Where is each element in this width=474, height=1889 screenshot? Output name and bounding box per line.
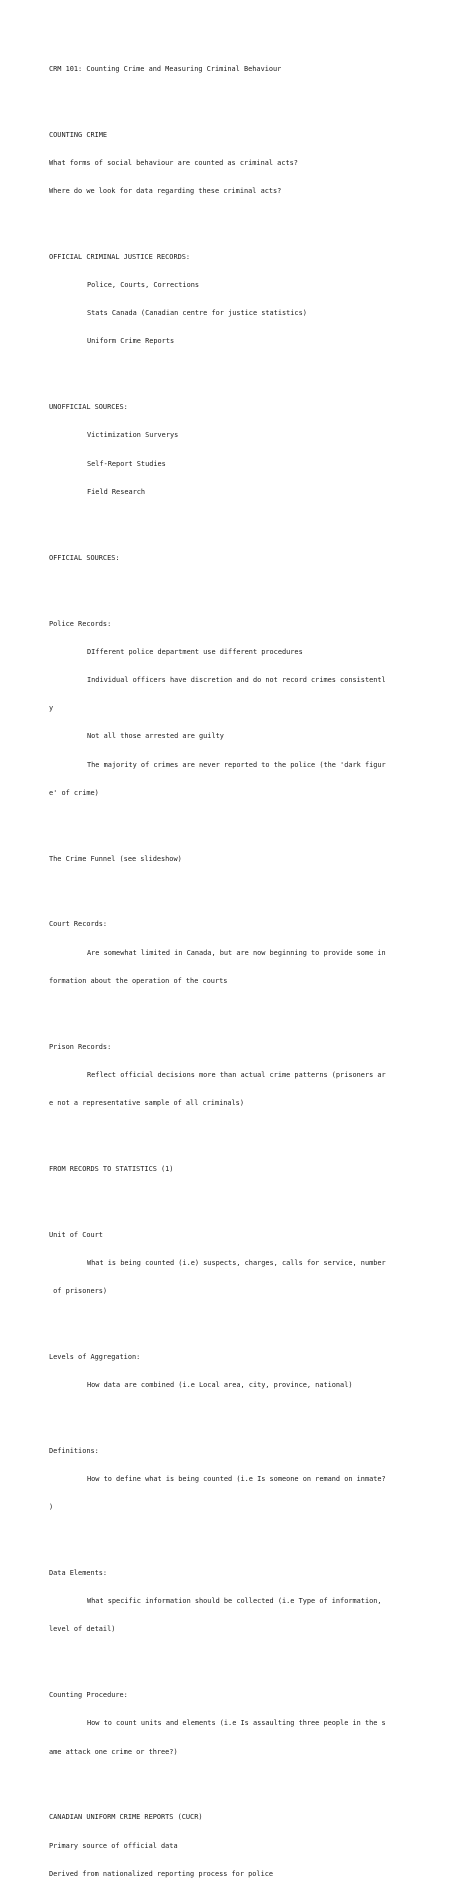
text-line-wrap: level of detail)	[49, 1625, 116, 1634]
spacer	[49, 516, 449, 525]
text-line-wrap: y	[49, 704, 54, 713]
text-line-wrap: e not a representative sample of all criminals)	[49, 1098, 244, 1107]
spacer	[49, 1409, 449, 1418]
list-item: Victimization Surverys	[87, 431, 179, 440]
text-line: What is being counted (i.e) suspects, charges, calls for service, number	[87, 1258, 386, 1267]
list-item: Police, Courts, Corrections	[87, 281, 200, 290]
subheading-definitions: Definitions:	[49, 1446, 99, 1455]
section-heading-unofficial-sources: UNOFFICIAL SOURCES:	[49, 403, 128, 412]
text-line: The majority of crimes are never reported to the police (the 'dark figur	[87, 760, 386, 769]
spacer	[49, 1531, 449, 1540]
spacer	[49, 817, 449, 826]
text-line: What specific information should be collected (i.e Type of information,	[87, 1597, 382, 1606]
list-item: Field Research	[87, 487, 146, 496]
spacer	[49, 1315, 449, 1324]
text-line: Not all those arrested are guilty	[87, 732, 224, 741]
document-title: CRM 101: Counting Crime and Measuring Criminal Behaviour	[49, 64, 282, 73]
spacer	[49, 1776, 449, 1785]
section-heading-counting-crime: COUNTING CRIME	[49, 130, 108, 139]
spacer	[49, 883, 449, 892]
list-item: Stats Canada (Canadian centre for justice statistics)	[87, 309, 307, 318]
document-page	[49, 46, 449, 1889]
text-line: How data are combined (i.e Local area, city, province, national)	[87, 1381, 353, 1390]
subheading-court-records: Court Records:	[49, 920, 108, 929]
crime-funnel-note: The Crime Funnel (see slideshow)	[49, 854, 182, 863]
text-line-wrap: ame attack one crime or three?)	[49, 1747, 178, 1756]
text-line: Derived from nationalized reporting process for police	[49, 1869, 274, 1878]
subheading-unit-of-court: Unit of Court	[49, 1230, 103, 1239]
spacer	[49, 93, 449, 102]
text-line-wrap: e' of crime)	[49, 788, 99, 797]
text-line: What forms of social behaviour are counted as criminal acts?	[49, 158, 298, 167]
section-heading-cucr: CANADIAN UNIFORM CRIME REPORTS (CUCR)	[49, 1813, 203, 1822]
spacer	[49, 1127, 449, 1136]
spacer	[49, 366, 449, 375]
text-line: Reflect official decisions more than actual crime patterns (prisoners ar	[87, 1070, 386, 1079]
spacer	[49, 1005, 449, 1014]
spacer	[49, 582, 449, 591]
text-line: How to count units and elements (i.e Is assaulting three people in the s	[87, 1719, 386, 1728]
subheading-data-elements: Data Elements:	[49, 1569, 108, 1578]
subheading-prison-records: Prison Records:	[49, 1042, 112, 1051]
spacer	[49, 1654, 449, 1663]
spacer	[49, 215, 449, 224]
text-line-wrap: of prisoners)	[49, 1287, 108, 1295]
text-line-wrap: )	[49, 1503, 54, 1512]
list-item: Uniform Crime Reports	[87, 337, 175, 346]
section-heading-official-records: OFFICIAL CRIMINAL JUSTICE RECORDS:	[49, 252, 191, 261]
subheading-levels-of-aggregation: Levels of Aggregation:	[49, 1352, 141, 1361]
text-line: How to define what is being counted (i.e Is someone on remand on inmate?	[87, 1475, 386, 1484]
subheading-counting-procedure: Counting Procedure:	[49, 1691, 128, 1700]
section-heading-records-to-statistics: FROM RECORDS TO STATISTICS (1)	[49, 1164, 174, 1173]
section-heading-official-sources: OFFICIAL SOURCES:	[49, 553, 120, 562]
text-line: Individual officers have discretion and do not record crimes consistentl	[87, 675, 386, 684]
text-line-wrap: formation about the operation of the courts	[49, 976, 228, 985]
text-line: Are somewhat limited in Canada, but are now beginning to provide some in	[87, 948, 386, 957]
text-line: DIfferent police department use different procedures	[87, 647, 303, 656]
subheading-police-records: Police Records:	[49, 619, 112, 628]
list-item: Self-Report Studies	[87, 459, 166, 468]
spacer	[49, 1193, 449, 1202]
text-line: Where do we look for data regarding these criminal acts?	[49, 187, 282, 196]
text-line: Primary source of official data	[49, 1841, 178, 1850]
